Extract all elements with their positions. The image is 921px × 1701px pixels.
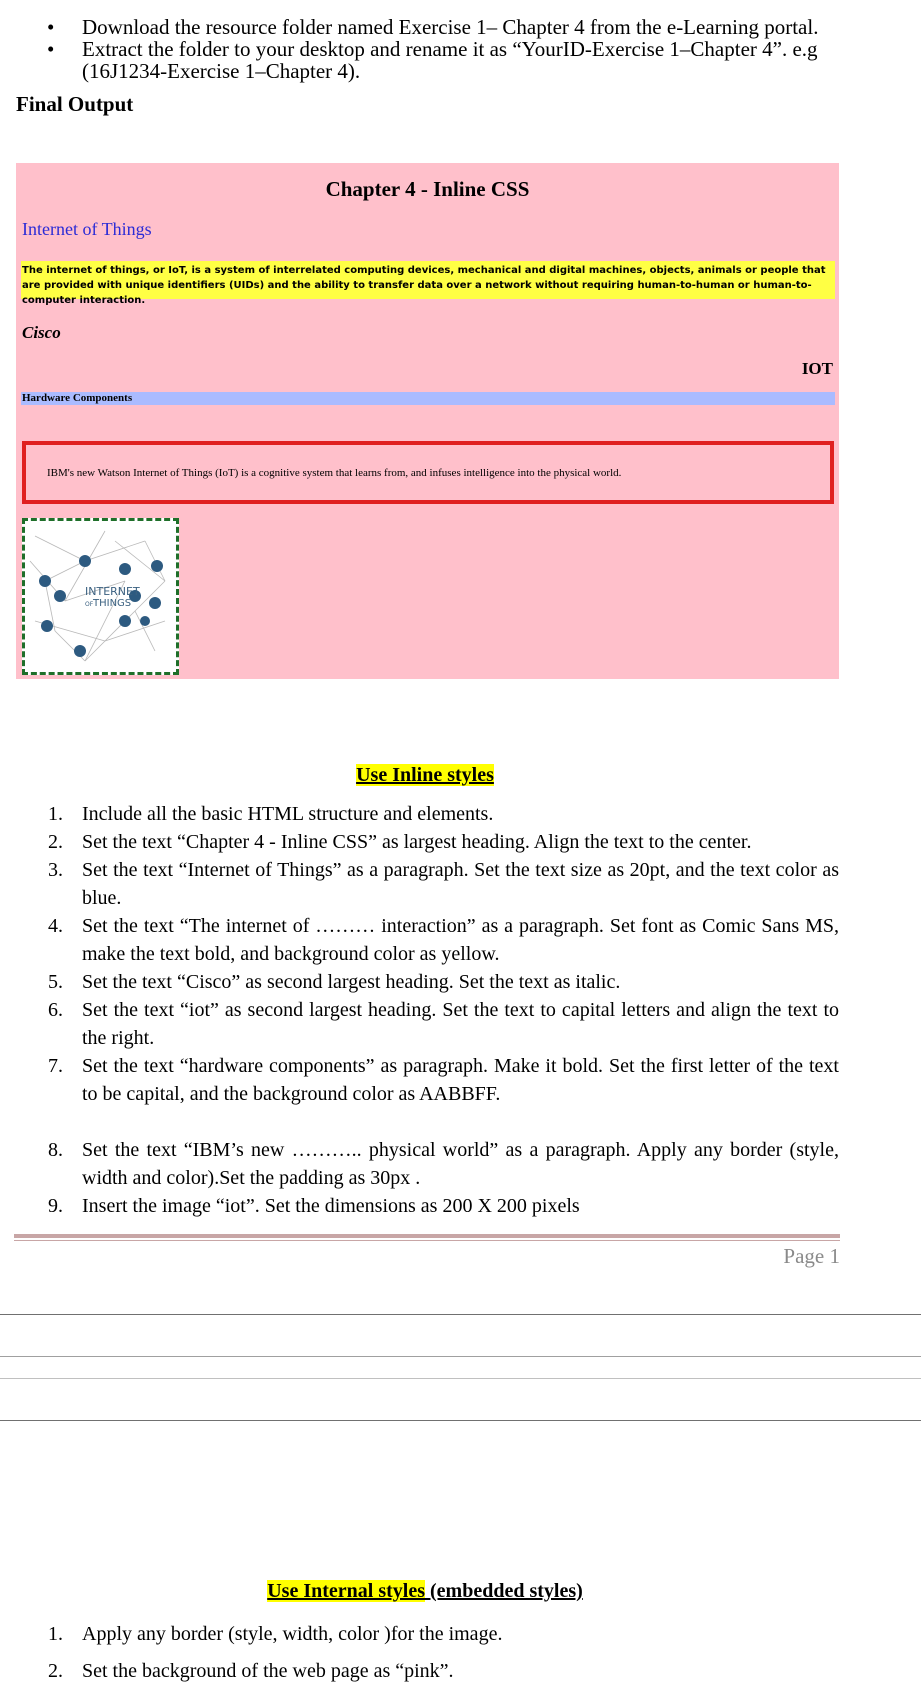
- iot-image: [22, 518, 179, 675]
- image-text-internet: INTERNET: [85, 585, 140, 598]
- page-break-line: [0, 1378, 921, 1379]
- step-number: 5.: [48, 971, 63, 993]
- step-number: 7.: [48, 1055, 63, 1077]
- step-text: Set the text “Cisco” as second largest heading. Set the text as italic.: [82, 971, 621, 993]
- step-item: [44, 856, 839, 912]
- page-break-line: [0, 1356, 921, 1357]
- iot-network-graphic: [25, 521, 176, 672]
- intro-bullet: • Extract the folder to your desktop and rename it as “YourID-Exercise 1–Chapter 4”. e.g (16J1234-Exercise 1–Chapter 4).: [44, 38, 904, 82]
- step-text: Set the text “iot” as second largest heading. Set the text to capital letters and align the text to the right.: [82, 999, 839, 1049]
- step-text: Set the text “Chapter 4 - Inline CSS” as largest heading. Align the text to the center.: [82, 831, 752, 853]
- output-cisco-heading: Cisco: [22, 323, 61, 342]
- internal-steps-list: [44, 1616, 839, 1690]
- step-number: 3.: [48, 859, 63, 881]
- internal-styles-title-rest: (embedded styles): [425, 1580, 583, 1602]
- step-text: Apply any border (style, width, color )for the image.: [82, 1623, 503, 1645]
- step-text: Include all the basic HTML structure and elements.: [82, 803, 494, 825]
- page-number: Page 1: [783, 1244, 840, 1268]
- step-item: [44, 912, 839, 968]
- step-item: [44, 1653, 839, 1690]
- step-text: Insert the image “iot”. Set the dimensions as 200 X 200 pixels: [82, 1195, 580, 1217]
- step-item: [44, 968, 839, 996]
- step-number: 8.: [48, 1139, 63, 1161]
- internal-styles-title: [0, 1580, 850, 1603]
- step-item: [44, 800, 839, 828]
- step-text: Set the text “The internet of ……… interaction” as a paragraph. Set font as Comic Sans MS, make the text bold, and background color as yellow.: [82, 915, 839, 965]
- step-number: 4.: [48, 915, 63, 937]
- page-break-line: [0, 1314, 921, 1315]
- step-number: 2.: [48, 1660, 63, 1682]
- final-output-title: Final Output: [16, 92, 134, 116]
- page-footer-rule: [14, 1234, 840, 1238]
- internal-styles-title-highlight: Use Internal styles: [267, 1580, 425, 1602]
- page-footer-rule-thin: [14, 1240, 840, 1241]
- output-hardware-paragraph: Hardware Components: [21, 392, 835, 405]
- step-number: 1.: [48, 803, 63, 825]
- step-number: 1.: [48, 1623, 63, 1645]
- output-yellow-paragraph: The internet of things, or IoT, is a system of interrelated computing devices, mechanical and digital machines, objects, animals or people that are provided with unique identifiers (UIDs) and the ability to transfer data over a network without requiring human-to-human or human-to-computer interaction.: [21, 261, 835, 299]
- output-iot-heading: IOT: [801, 359, 833, 378]
- step-text: Set the text “hardware components” as paragraph. Make it bold. Set the first letter of the text to be capital, and the background color as AABBFF.: [82, 1055, 839, 1105]
- step-text: Set the background of the web page as “pink”.: [82, 1660, 454, 1682]
- page-break-line: [0, 1420, 921, 1421]
- output-heading: Chapter 4 - Inline CSS: [325, 177, 530, 201]
- intro-bullet: • Download the resource folder named Exercise 1– Chapter 4 from the e-Learning portal.: [44, 16, 904, 38]
- image-text-of: OF: [85, 601, 94, 608]
- step-item: [44, 1616, 839, 1653]
- step-item: [44, 1052, 839, 1108]
- step-item: [44, 996, 839, 1052]
- inline-styles-title: [0, 764, 850, 787]
- inline-styles-title-text: Use Inline styles: [356, 764, 494, 786]
- output-iot-paragraph: Internet of Things: [22, 219, 152, 239]
- step-item: [44, 1136, 839, 1192]
- step-number: 2.: [48, 831, 63, 853]
- inline-steps-list: [44, 800, 839, 1220]
- image-text-things: THINGS: [93, 598, 132, 609]
- step-number: 6.: [48, 999, 63, 1021]
- step-item: [44, 828, 839, 856]
- step-number: 9.: [48, 1195, 63, 1217]
- step-text: Set the text “Internet of Things” as a paragraph. Set the text size as 20pt, and the text color as blue.: [82, 859, 839, 909]
- output-ibm-paragraph: IBM's new Watson Internet of Things (IoT) is a cognitive system that learns from, and infuses intelligence into the physical world.: [22, 441, 834, 504]
- output-panel: [16, 163, 839, 679]
- step-item: [44, 1192, 839, 1220]
- step-text: Set the text “IBM’s new ……….. physical world” as a paragraph. Apply any border (style, width and color).Set the padding as 30px .: [82, 1139, 839, 1189]
- intro-bullets: [44, 16, 904, 82]
